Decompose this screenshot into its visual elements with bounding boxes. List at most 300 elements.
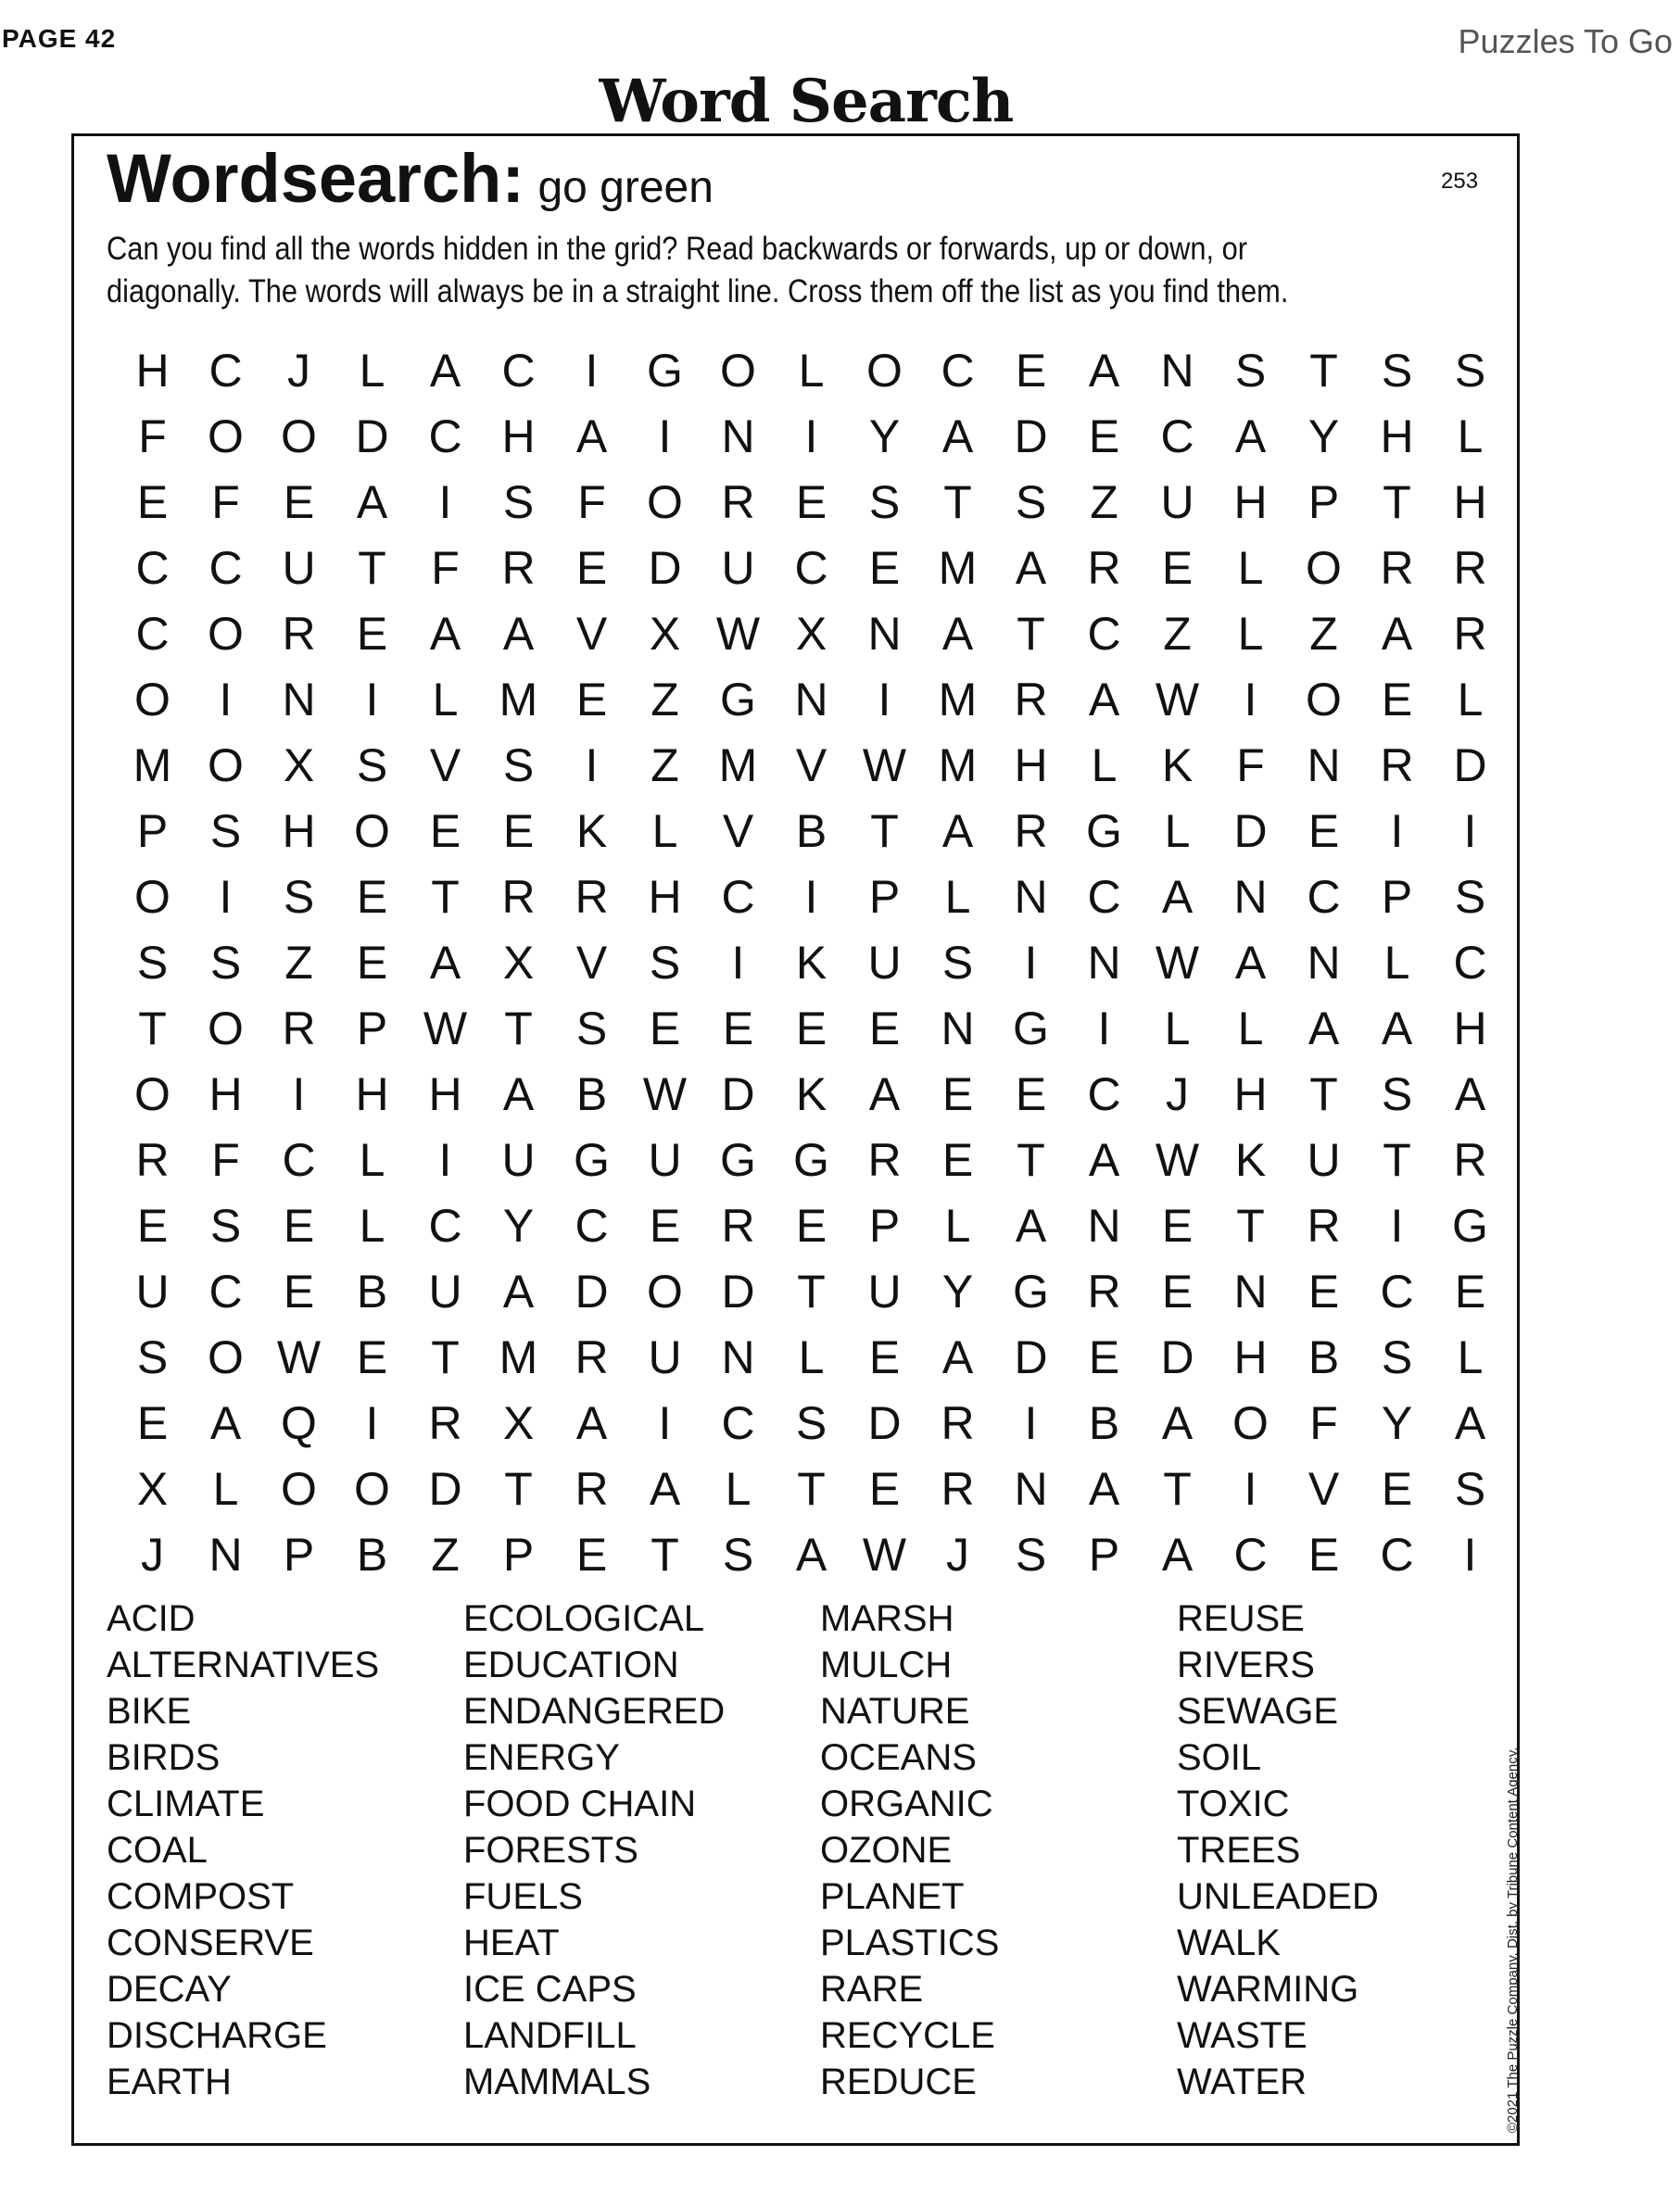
grid-letter: L <box>1457 674 1484 725</box>
word-list-item: TOXIC <box>1177 1784 1290 1824</box>
grid-letter: T <box>431 871 460 923</box>
grid-letter: L <box>1164 1003 1191 1054</box>
grid-letter: I <box>1244 1463 1257 1515</box>
grid-letter: E <box>575 542 608 594</box>
grid-letter: P <box>868 871 901 923</box>
grid-letter: O <box>134 871 171 923</box>
grid-letter: G <box>574 1134 610 1186</box>
grid-letter: O <box>647 1266 683 1318</box>
grid-row <box>116 864 1507 930</box>
grid-letter: C <box>794 542 828 594</box>
grid-row <box>116 996 1507 1062</box>
grid-letter: N <box>208 1529 243 1581</box>
word-list-item: FOOD CHAIN <box>463 1784 697 1824</box>
grid-letter: N <box>1307 937 1341 989</box>
grid-letter: U <box>428 1266 462 1318</box>
grid-row <box>116 1325 1507 1391</box>
grid-letter: E <box>868 1331 901 1383</box>
word-list-item: MULCH <box>820 1645 953 1685</box>
grid-letter: O <box>134 674 171 725</box>
grid-letter: I <box>1390 805 1404 857</box>
word-list-item: ENERGY <box>463 1737 620 1778</box>
grid-letter: E <box>283 476 315 528</box>
grid-letter: A <box>1088 1134 1120 1186</box>
grid-letter: T <box>1383 476 1411 528</box>
grid-letter: Q <box>281 1397 317 1449</box>
word-list-item: REUSE <box>1177 1598 1305 1639</box>
word-list-item: ICE CAPS <box>463 1969 637 2010</box>
grid-letter: B <box>1088 1397 1120 1449</box>
grid-letter: D <box>1014 1331 1048 1383</box>
grid-letter: F <box>211 476 240 528</box>
grid-letter: V <box>1307 1463 1340 1515</box>
grid-letter: S <box>1454 345 1486 397</box>
grid-letter: W <box>715 608 761 660</box>
grid-letter: E <box>356 871 388 923</box>
grid-row <box>116 1457 1507 1522</box>
grid-letter: U <box>648 1134 682 1186</box>
word-list-item: REDUCE <box>820 2062 977 2102</box>
grid-letter: E <box>356 608 388 660</box>
grid-letter: E <box>649 1003 681 1054</box>
grid-letter: A <box>1161 1529 1194 1581</box>
grid-letter: T <box>870 805 899 857</box>
grid-letter: Z <box>1309 608 1338 660</box>
grid-letter: R <box>1307 1200 1341 1252</box>
grid-letter: O <box>866 345 903 397</box>
grid-letter: V <box>429 739 461 791</box>
grid-row <box>116 1259 1507 1325</box>
grid-letter: E <box>429 805 461 857</box>
grid-letter: R <box>135 1134 170 1186</box>
grid-letter: T <box>797 1266 826 1318</box>
word-list-item: UNLEADED <box>1177 1876 1379 1917</box>
grid-letter: C <box>1307 871 1341 923</box>
grid-letter: E <box>1307 1529 1340 1581</box>
grid-letter: I <box>731 937 745 989</box>
grid-row <box>116 1391 1507 1457</box>
grid-letter: L <box>944 1200 971 1252</box>
section-title: Word Search <box>599 67 1014 136</box>
grid-letter: A <box>1234 937 1267 989</box>
grid-letter: H <box>208 1068 243 1120</box>
grid-letter: V <box>575 937 608 989</box>
grid-letter: E <box>941 1068 974 1120</box>
grid-letter: I <box>585 739 599 791</box>
grid-letter: I <box>438 1134 452 1186</box>
grid-letter: D <box>575 1266 609 1318</box>
grid-letter: R <box>941 1397 975 1449</box>
word-list-item: HEAT <box>463 1923 560 1963</box>
grid-letter: N <box>1087 1200 1121 1252</box>
grid-letter: I <box>1024 1397 1038 1449</box>
grid-letter: K <box>575 805 608 857</box>
grid-letter: R <box>575 1331 609 1383</box>
grid-letter: A <box>1088 674 1120 725</box>
grid-letter: A <box>868 1068 901 1120</box>
grid-letter: E <box>1088 1331 1120 1383</box>
grid-letter: S <box>136 1331 169 1383</box>
grid-letter: C <box>1453 937 1487 989</box>
word-list-item: CONSERVE <box>107 1923 314 1963</box>
grid-letter: R <box>941 1463 975 1515</box>
grid-letter: R <box>1453 1134 1487 1186</box>
grid-letter: S <box>283 871 315 923</box>
grid-letter: X <box>283 739 315 791</box>
word-list-item: RECYCLE <box>820 2015 995 2056</box>
grid-letter: L <box>725 1463 752 1515</box>
grid-letter: O <box>208 1003 244 1054</box>
grid-letter: C <box>941 345 975 397</box>
grid-letter: X <box>502 937 535 989</box>
grid-letter: N <box>721 410 755 462</box>
grid-letter: N <box>1160 345 1194 397</box>
word-list-item: EARTH <box>107 2062 232 2102</box>
grid-letter: A <box>1161 871 1194 923</box>
grid-letter: S <box>1234 345 1267 397</box>
grid-letter: N <box>1014 871 1048 923</box>
grid-letter: G <box>1086 805 1122 857</box>
grid-letter: I <box>658 410 672 462</box>
grid-letter: I <box>658 1397 672 1449</box>
grid-letter: I <box>438 476 452 528</box>
grid-letter: Z <box>651 674 679 725</box>
grid-letter: A <box>649 1463 681 1515</box>
grid-letter: X <box>136 1463 169 1515</box>
grid-letter: R <box>575 1463 609 1515</box>
puzzle-title: Wordsearch: <box>107 140 524 217</box>
grid-letter: P <box>356 1003 388 1054</box>
grid-letter: A <box>575 1397 608 1449</box>
grid-letter: E <box>1161 542 1194 594</box>
word-list-item: EDUCATION <box>463 1645 679 1685</box>
grid-letter: N <box>1307 739 1341 791</box>
grid-letter: D <box>721 1266 755 1318</box>
grid-letter: E <box>1381 1463 1413 1515</box>
grid-letter: I <box>804 871 818 923</box>
grid-letter: R <box>282 608 316 660</box>
grid-letter: X <box>502 1397 535 1449</box>
grid-letter: W <box>1155 937 1200 989</box>
grid-letter: A <box>502 1266 535 1318</box>
grid-letter: C <box>1380 1529 1414 1581</box>
grid-letter: L <box>1164 805 1191 857</box>
grid-letter: F <box>577 476 606 528</box>
grid-letter: E <box>1381 674 1413 725</box>
grid-letter: R <box>428 1397 462 1449</box>
grid-letter: H <box>428 1068 462 1120</box>
word-list-item: MAMMALS <box>463 2062 651 2102</box>
grid-letter: M <box>938 542 978 594</box>
grid-letter: S <box>1454 1463 1486 1515</box>
grid-letter: I <box>804 410 818 462</box>
grid-letter: O <box>647 476 683 528</box>
word-list-item: COMPOST <box>107 1876 295 1917</box>
grid-letter: E <box>356 1331 388 1383</box>
word-list-item: FUELS <box>463 1876 583 1917</box>
grid-letter: I <box>585 345 599 397</box>
grid-letter: M <box>499 674 538 725</box>
grid-letter: S <box>575 1003 608 1054</box>
grid-letter: O <box>1306 674 1342 725</box>
grid-letter: B <box>356 1529 388 1581</box>
grid-letter: S <box>209 937 242 989</box>
grid-row <box>116 1128 1507 1193</box>
grid-letter: S <box>722 1529 754 1581</box>
grid-letter: T <box>1383 1134 1411 1186</box>
grid-letter: R <box>721 476 755 528</box>
grid-letter: C <box>282 1134 316 1186</box>
word-list-item: WATER <box>1177 2062 1307 2102</box>
grid-letter: C <box>721 1397 755 1449</box>
grid-letter: E <box>1015 345 1047 397</box>
word-list-item: SOIL <box>1177 1737 1262 1778</box>
grid-letter: W <box>276 1331 322 1383</box>
grid-letter: N <box>794 674 828 725</box>
grid-letter: E <box>941 1134 974 1186</box>
grid-letter: A <box>502 608 535 660</box>
grid-letter: H <box>1233 1331 1268 1383</box>
copyright-notice: ©2021 The Puzzle Company. Dist. by Tribune Content Agency. <box>1505 1747 1521 2133</box>
grid-letter: P <box>868 1200 901 1252</box>
grid-letter: E <box>1088 410 1120 462</box>
puzzle-number: 253 <box>1441 169 1479 194</box>
grid-letter: A <box>1161 1397 1194 1449</box>
grid-letter: U <box>1160 476 1194 528</box>
grid-letter: A <box>941 805 974 857</box>
letter-grid <box>116 338 1507 1588</box>
grid-letter: H <box>355 1068 389 1120</box>
grid-letter: A <box>941 410 974 462</box>
grid-letter: A <box>795 1529 827 1581</box>
grid-letter: C <box>1087 871 1121 923</box>
grid-letter: H <box>1453 1003 1487 1054</box>
grid-row <box>116 733 1507 799</box>
grid-letter: R <box>1014 805 1048 857</box>
grid-letter: E <box>283 1200 315 1252</box>
grid-letter: L <box>798 345 825 397</box>
grid-letter: Y <box>1307 410 1340 462</box>
grid-letter: E <box>1015 1068 1047 1120</box>
grid-letter: J <box>1166 1068 1189 1120</box>
grid-letter: H <box>282 805 316 857</box>
grid-letter: V <box>722 805 754 857</box>
grid-letter: H <box>1233 1068 1268 1120</box>
grid-letter: Z <box>1090 476 1118 528</box>
word-list-item: ACID <box>107 1598 196 1639</box>
grid-letter: A <box>429 937 461 989</box>
grid-letter: T <box>431 1331 460 1383</box>
grid-letter: A <box>1454 1397 1486 1449</box>
grid-letter: S <box>795 1397 827 1449</box>
grid-letter: T <box>1309 345 1338 397</box>
grid-letter: D <box>867 1397 902 1449</box>
grid-letter: L <box>359 1134 385 1186</box>
grid-letter: G <box>793 1134 829 1186</box>
grid-letter: F <box>211 1134 240 1186</box>
grid-letter: O <box>720 345 756 397</box>
grid-letter: L <box>944 871 971 923</box>
grid-row <box>116 667 1507 733</box>
grid-letter: S <box>1381 345 1413 397</box>
grid-letter: C <box>428 1200 462 1252</box>
grid-letter: A <box>1381 608 1413 660</box>
grid-letter: O <box>208 1331 244 1383</box>
grid-letter: J <box>287 345 310 397</box>
grid-letter: A <box>575 410 608 462</box>
grid-letter: C <box>1380 1266 1414 1318</box>
grid-letter: C <box>575 1200 609 1252</box>
grid-letter: E <box>1161 1200 1194 1252</box>
grid-letter: B <box>575 1068 608 1120</box>
grid-letter: P <box>283 1529 315 1581</box>
grid-letter: O <box>208 739 244 791</box>
grid-letter: G <box>720 1134 756 1186</box>
grid-letter: P <box>502 1529 535 1581</box>
grid-letter: W <box>1155 674 1200 725</box>
grid-letter: E <box>1454 1266 1486 1318</box>
grid-letter: Z <box>431 1529 460 1581</box>
grid-letter: K <box>1161 739 1194 791</box>
grid-letter: C <box>208 542 243 594</box>
grid-letter: A <box>1088 1463 1120 1515</box>
grid-letter: A <box>209 1397 242 1449</box>
grid-letter: N <box>867 608 902 660</box>
grid-letter: O <box>281 1463 317 1515</box>
grid-letter: R <box>1087 542 1121 594</box>
grid-letter: L <box>1383 937 1410 989</box>
word-list-item: TREES <box>1177 1830 1301 1871</box>
grid-letter: T <box>358 542 386 594</box>
grid-letter: E <box>136 1200 169 1252</box>
grid-letter: I <box>292 1068 306 1120</box>
grid-letter: E <box>356 937 388 989</box>
puzzle-heading <box>107 139 714 218</box>
grid-letter: O <box>208 410 244 462</box>
grid-letter: A <box>1015 542 1047 594</box>
grid-letter: D <box>428 1463 462 1515</box>
grid-letter: M <box>938 739 978 791</box>
word-list-item: DECAY <box>107 1969 232 2010</box>
grid-letter: O <box>281 410 317 462</box>
grid-letter: S <box>209 805 242 857</box>
grid-letter: C <box>208 345 243 397</box>
grid-row <box>116 930 1507 996</box>
grid-letter: R <box>1380 739 1414 791</box>
grid-letter: T <box>1017 608 1045 660</box>
grid-letter: R <box>1453 542 1487 594</box>
word-list-item: RARE <box>820 1969 924 2010</box>
grid-letter: A <box>1454 1068 1486 1120</box>
page-number-label: PAGE 42 <box>2 24 117 53</box>
grid-letter: G <box>1013 1266 1049 1318</box>
grid-letter: R <box>1014 674 1048 725</box>
grid-letter: N <box>1233 1266 1268 1318</box>
grid-letter: M <box>499 1331 538 1383</box>
grid-letter: O <box>134 1068 171 1120</box>
grid-letter: P <box>1088 1529 1120 1581</box>
grid-letter: T <box>1017 1134 1045 1186</box>
grid-letter: E <box>136 1397 169 1449</box>
grid-letter: I <box>1244 674 1257 725</box>
grid-letter: L <box>359 345 385 397</box>
word-list-item: BIRDS <box>107 1737 221 1778</box>
grid-letter: R <box>1087 1266 1121 1318</box>
grid-letter: K <box>795 1068 827 1120</box>
grid-letter: E <box>868 542 901 594</box>
grid-letter: S <box>502 739 535 791</box>
grid-letter: E <box>795 1200 827 1252</box>
grid-letter: E <box>868 1463 901 1515</box>
grid-row <box>116 601 1507 667</box>
grid-letter: R <box>501 542 536 594</box>
grid-letter: S <box>1015 1529 1047 1581</box>
grid-letter: I <box>219 674 233 725</box>
grid-letter: G <box>720 674 756 725</box>
grid-letter: S <box>941 937 974 989</box>
word-list-item: SEWAGE <box>1177 1691 1339 1732</box>
grid-letter: T <box>651 1529 679 1581</box>
grid-letter: O <box>1232 1397 1269 1449</box>
grid-letter: F <box>138 410 167 462</box>
grid-letter: R <box>867 1134 902 1186</box>
grid-letter: S <box>502 476 535 528</box>
grid-letter: O <box>354 1463 390 1515</box>
grid-letter: D <box>721 1068 755 1120</box>
grid-letter: L <box>1237 542 1264 594</box>
grid-letter: G <box>647 345 683 397</box>
grid-letter: Z <box>1163 608 1192 660</box>
word-list-item: MARSH <box>820 1598 954 1639</box>
grid-letter: W <box>1155 1134 1200 1186</box>
word-list-item: WASTE <box>1177 2015 1307 2056</box>
grid-letter: O <box>354 805 390 857</box>
grid-letter: B <box>356 1266 388 1318</box>
word-list-item: FORESTS <box>463 1830 638 1871</box>
grid-letter: N <box>1233 871 1268 923</box>
grid-letter: U <box>135 1266 170 1318</box>
grid-letter: C <box>1160 410 1194 462</box>
grid-letter: S <box>209 1200 242 1252</box>
grid-letter: N <box>282 674 316 725</box>
grid-letter: H <box>1453 476 1487 528</box>
grid-letter: R <box>1453 608 1487 660</box>
grid-letter: A <box>502 1068 535 1120</box>
grid-letter: U <box>648 1331 682 1383</box>
grid-letter: G <box>1013 1003 1049 1054</box>
word-column <box>463 1595 820 2105</box>
grid-letter: A <box>1088 345 1120 397</box>
grid-letter: I <box>1463 805 1477 857</box>
grid-letter: T <box>943 476 972 528</box>
grid-letter: I <box>365 674 379 725</box>
grid-letter: D <box>1014 410 1048 462</box>
grid-letter: L <box>359 1200 385 1252</box>
word-list-item: RIVERS <box>1177 1645 1315 1685</box>
grid-letter: H <box>1233 476 1268 528</box>
grid-letter: C <box>208 1266 243 1318</box>
grid-letter: I <box>878 674 891 725</box>
grid-letter: L <box>1237 1003 1264 1054</box>
grid-letter: C <box>501 345 536 397</box>
grid-letter: T <box>138 1003 167 1054</box>
grid-letter: A <box>429 345 461 397</box>
grid-letter: A <box>941 1331 974 1383</box>
grid-letter: R <box>721 1200 755 1252</box>
grid-letter: D <box>1453 739 1487 791</box>
grid-letter: T <box>797 1463 826 1515</box>
grid-letter: E <box>795 1003 827 1054</box>
